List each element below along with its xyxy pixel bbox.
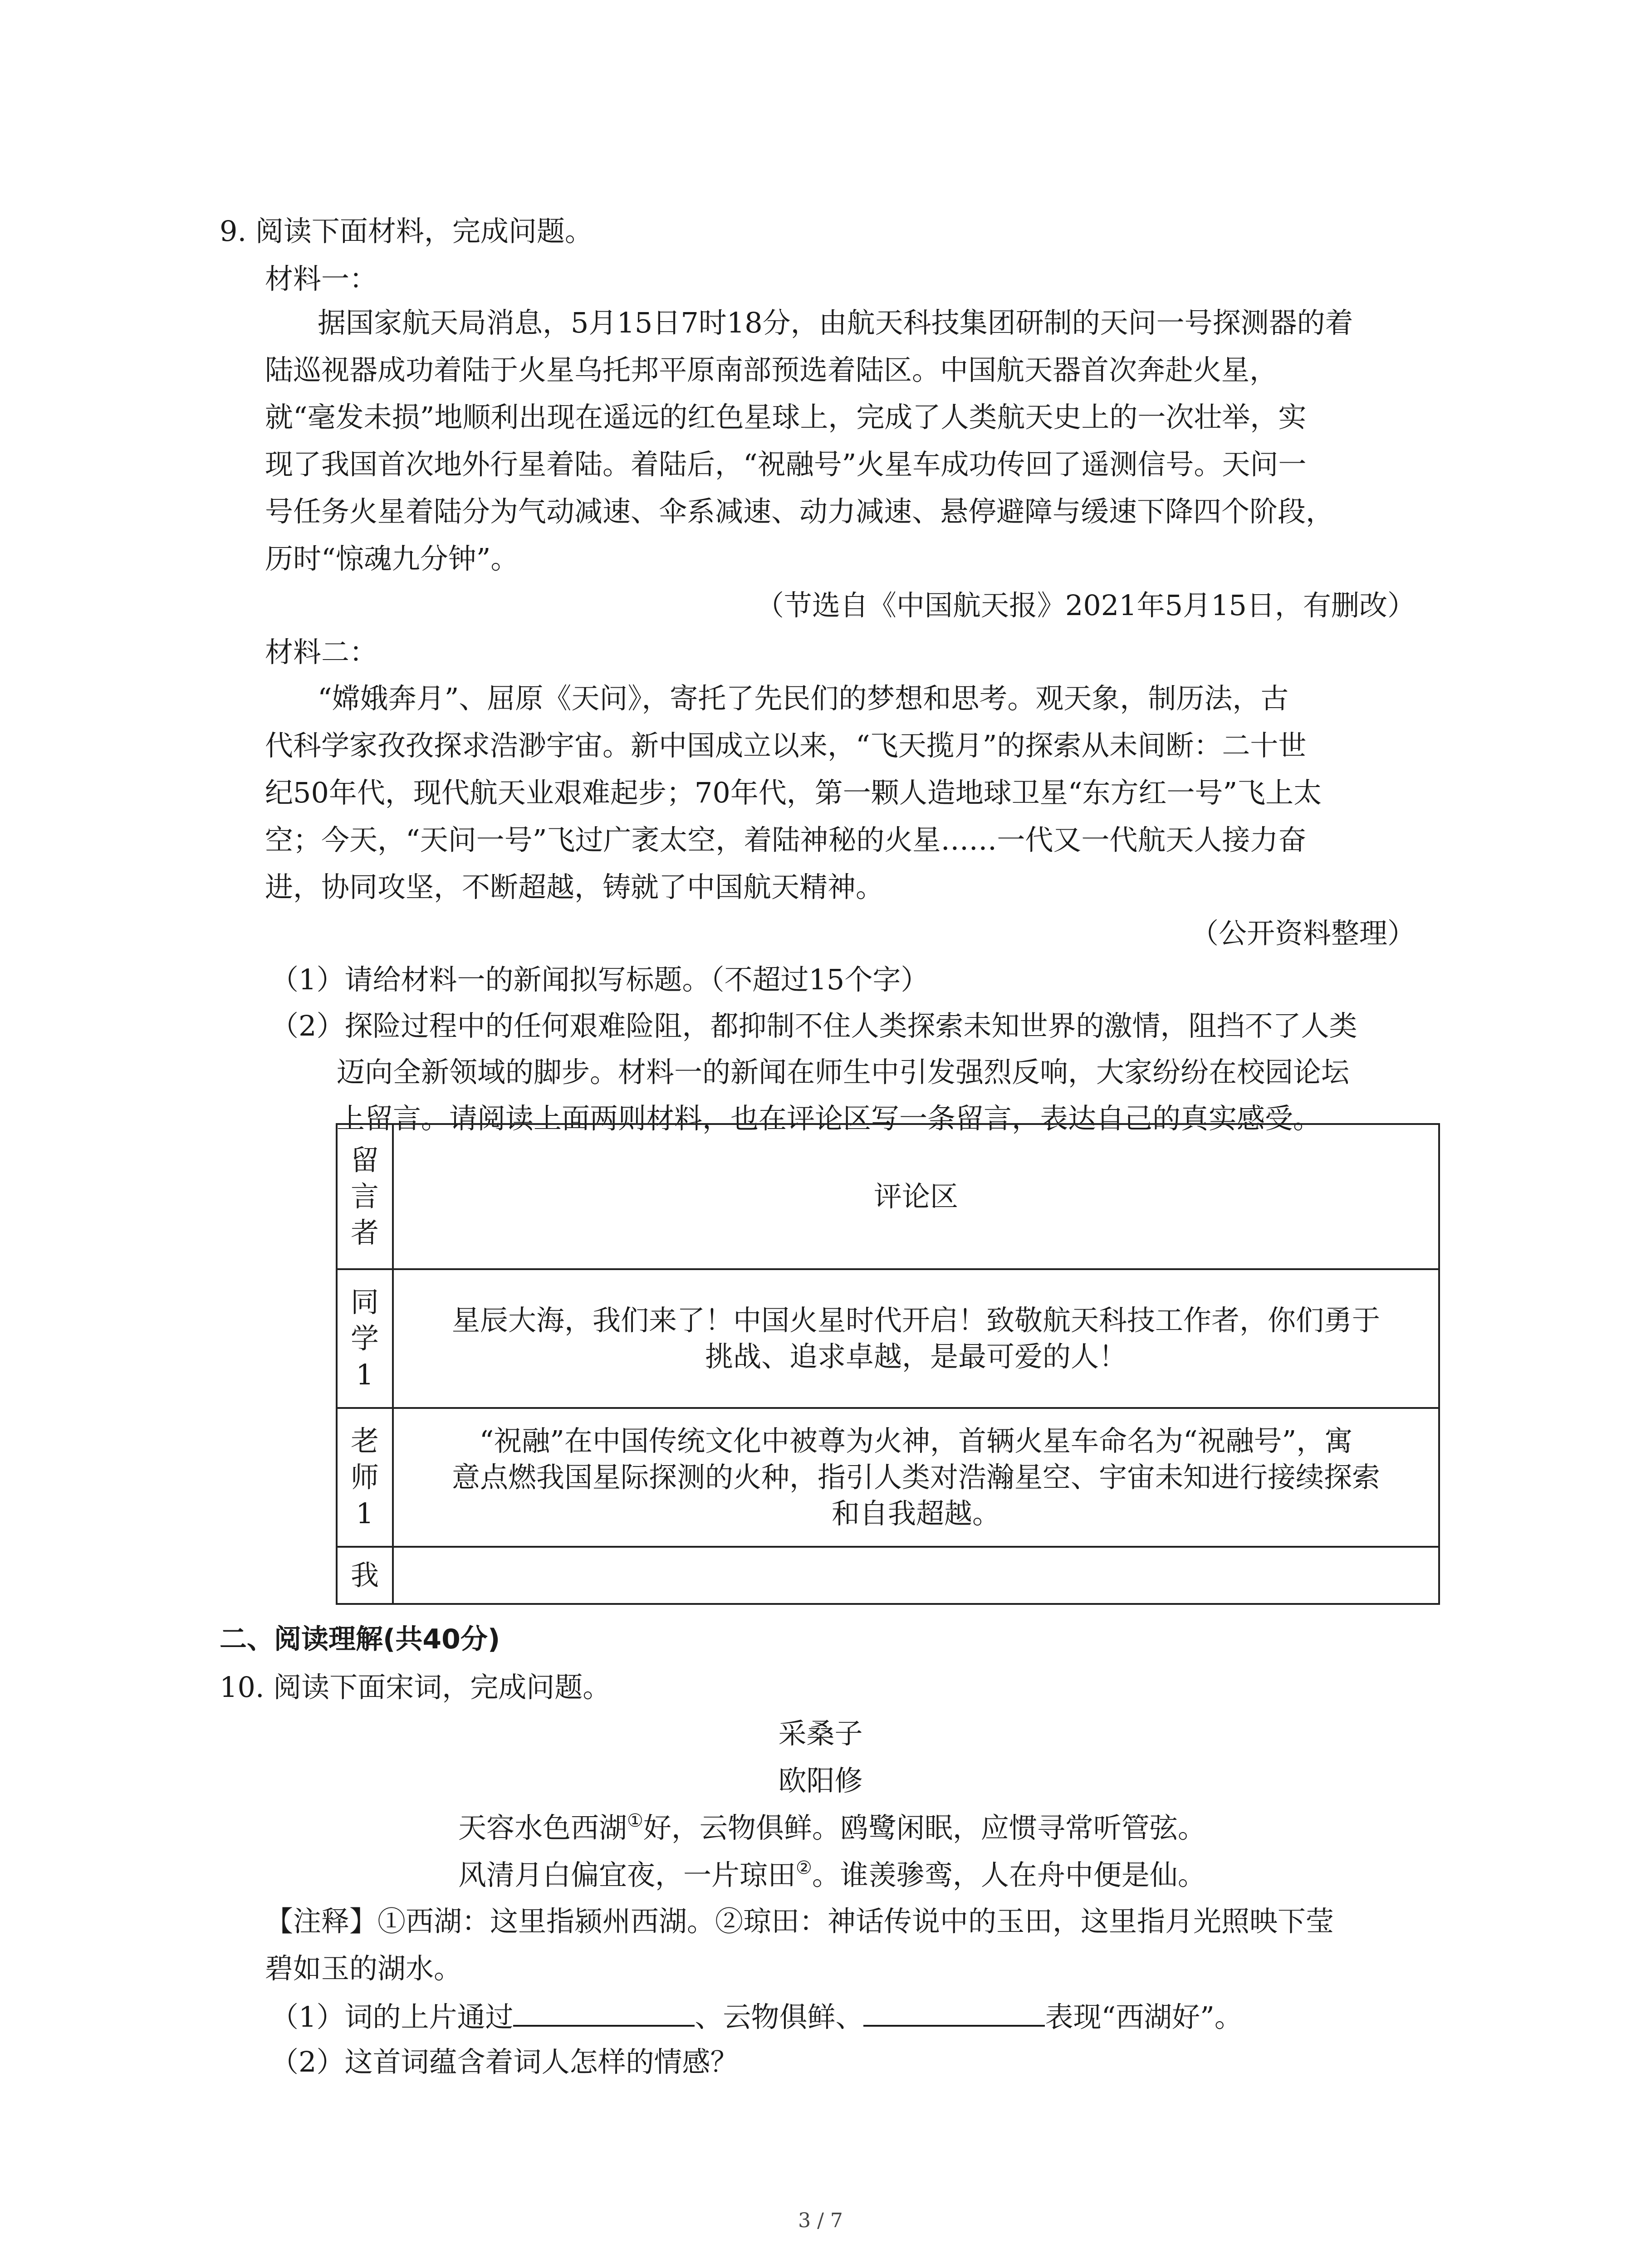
q9-stem: 9. 阅读下面材料，完成问题。 — [220, 215, 593, 248]
material-2-line: 进，协同攻坚，不断超越，铸就了中国航天精神。 — [265, 870, 884, 904]
table-row — [337, 1547, 1439, 1604]
table-row — [337, 1269, 1439, 1408]
q9-sub-2-line: （2）探险过程中的任何艰难险阻，都抑制不住人类探索未知世界的激情，阻挡不了人类 — [270, 1009, 1357, 1042]
material-2-line: “嫦娥奔月”、屈原《天问》，寄托了先民们的梦想和思考。观天象，制历法，古 — [318, 682, 1289, 715]
comment-teacher-1: “祝融”在中国传统文化中被尊为火神，首辆火星车命名为“祝融号”，寓 意点燃我国星际探测的火种，指引人类对浩瀚星空、宇宙未知进行接续探索 和自我超越。 — [393, 1408, 1439, 1547]
material-2-source: （公开资料整理） — [1190, 917, 1416, 950]
material-2-line: 空；今天，“天问一号”飞过广袤太空，着陆神秘的火星……一代又一代航天人接力奋 — [265, 823, 1307, 856]
note-marker-2: ② — [796, 1857, 812, 1878]
material-2-line: 代科学家孜孜探求浩渺宇宙。新中国成立以来，“飞天揽月”的探索从未间断：二十世 — [265, 729, 1307, 762]
q10-sub-1: （1）词的上片通过 、云物俱鲜、 表现“西湖好”。 — [270, 1998, 1243, 2035]
material-1-label: 材料一： — [265, 262, 378, 295]
page-number: 3 / 7 — [798, 2209, 843, 2232]
q10-stem: 10. 阅读下面宋词，完成问题。 — [220, 1671, 611, 1704]
comment-me-blank[interactable] — [393, 1547, 1439, 1604]
poem-line-2: 风清月白偏宜夜，一片琼田②。谁羡骖鸾，人在舟中便是仙。 — [458, 1857, 1206, 1892]
q9-sub-2-line: 迈向全新领域的脚步。材料一的新闻在师生中引发强烈反响，大家纷纷在校园论坛 — [337, 1056, 1350, 1089]
comment-table — [336, 1123, 1440, 1605]
poem-title: 采桑子 — [778, 1717, 863, 1750]
table-header-commenter: 留 言 者 — [337, 1124, 393, 1269]
section-2-heading: 二、阅读理解(共40分) — [220, 1623, 500, 1655]
material-1-line: 现了我国首次地外行星着陆。着陆后，“祝融号”火星车成功传回了遥测信号。天问一 — [265, 448, 1307, 481]
material-1-line: 据国家航天局消息，5月15日7时18分，由航天科技集团研制的天问一号探测器的着 — [318, 306, 1353, 339]
poem-line-1: 天容水色西湖①好，云物俱鲜。鸥鹭闲眠，应惯寻常听管弦。 — [458, 1810, 1206, 1844]
comment-student-1: 星辰大海，我们来了！中国火星时代开启！致敬航天科技工作者，你们勇于 挑战、追求卓越，是最可爱的人！ — [393, 1269, 1439, 1408]
answer-blank-2[interactable] — [863, 1998, 1045, 2027]
material-2-label: 材料二： — [265, 635, 378, 669]
q9-sub-1: （1）请给材料一的新闻拟写标题。（不超过15个字） — [270, 963, 929, 996]
q9-sub-2-line: 上留言。请阅读上面两则材料，也在评论区写一条留言，表达自己的真实感受。 — [337, 1102, 1322, 1135]
poem-note-line: 碧如玉的湖水。 — [265, 1952, 462, 1985]
material-1-source: （节选自《中国航天报》2021年5月15日，有删改） — [755, 589, 1416, 622]
material-1-line: 陆巡视器成功着陆于火星乌托邦平原南部预选着陆区。中国航天器首次奔赴火星， — [265, 353, 1278, 386]
material-1-line: 历时“惊魂九分钟”。 — [265, 542, 519, 575]
table-header-row — [337, 1124, 1439, 1269]
q10-sub-2: （2）这首词蕴含着词人怎样的情感？ — [270, 2045, 739, 2078]
commenter-teacher-1: 老 师 1 — [337, 1408, 393, 1547]
material-1-line: 就“毫发未损”地顺利出现在遥远的红色星球上，完成了人类航天史上的一次壮举，实 — [265, 401, 1307, 434]
commenter-student-1: 同 学 1 — [337, 1269, 393, 1408]
poem-note-line: 【注释】①西湖：这里指颍州西湖。②琼田：神话传说中的玉田，这里指月光照映下莹 — [265, 1905, 1334, 1938]
material-2-line: 纪50年代，现代航天业艰难起步；70年代，第一颗人造地球卫星“东方红一号”飞上太 — [265, 776, 1322, 809]
material-1-line: 号任务火星着陆分为气动减速、伞系减速、动力减速、悬停避障与缓速下降四个阶段， — [265, 495, 1334, 528]
table-row — [337, 1408, 1439, 1547]
table-header-comments: 评论区 — [393, 1124, 1439, 1269]
note-marker-1: ① — [627, 1810, 643, 1831]
poem-author: 欧阳修 — [778, 1764, 863, 1797]
commenter-me: 我 — [337, 1547, 393, 1604]
answer-blank-1[interactable] — [513, 1998, 695, 2027]
